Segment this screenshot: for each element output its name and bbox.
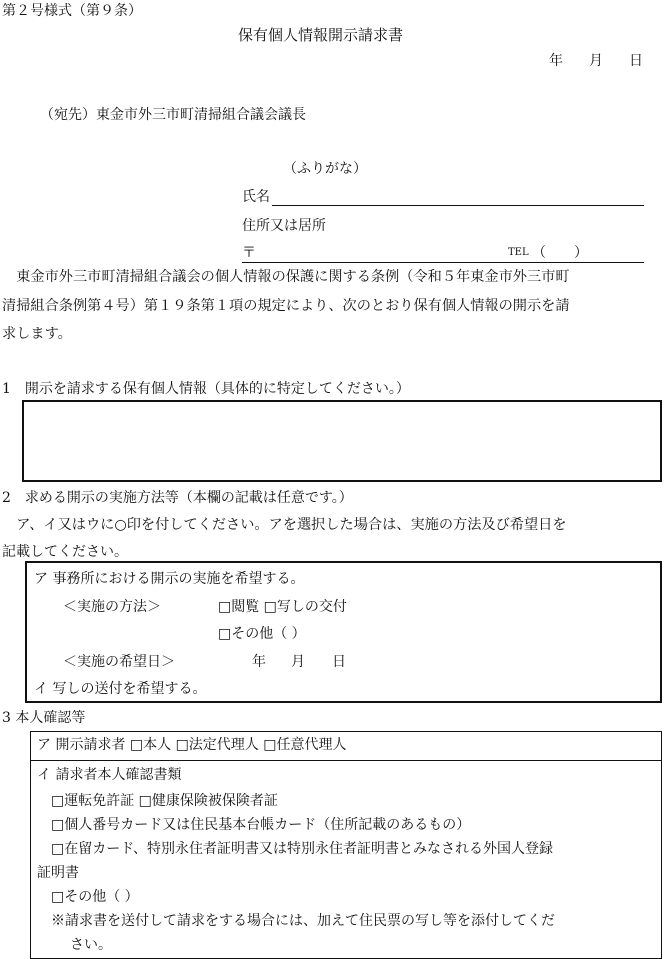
name-underline (272, 205, 644, 206)
mail-request-note-cont: さい。 (70, 937, 112, 953)
identity-docs-heading: イ 請求者本人確認書類 (37, 767, 182, 783)
section2-heading: 2 求める開示の実施方法等（本欄の記載は任意です。） (2, 490, 353, 506)
tel-label: TEL (508, 247, 529, 258)
form-number: 第２号様式（第９条） (2, 3, 142, 19)
identity-row-divider (30, 760, 662, 761)
address-label: 住所又は居所 (242, 218, 326, 234)
requester-type-row[interactable]: ア 開示請求者 □本人 □法定代理人 □任意代理人 (37, 737, 347, 753)
date-day-label: 日 (629, 53, 643, 69)
requested-info-value (24, 402, 660, 414)
section2-instruction-1: ア、イ又はウに○印を付してください。アを選択した場合は、実施の方法及び希望日を (2, 517, 567, 533)
page-title: 保有個人情報開示請求書 (238, 26, 404, 44)
intro-line-3: 求します。 (2, 326, 72, 342)
doc-residence-card-cont: 証明書 (37, 865, 79, 881)
mail-request-note: ※請求書を送付して請求をする場合には、加えて住民票の写し等を添付してくだ (51, 913, 555, 929)
intro-line-1: 東金市外三市町清掃組合議会の個人情報の保護に関する条例（令和５年東金市外三市町 (2, 269, 570, 285)
addressee: （宛先）東金市外三市町清掃組合議会議長 (40, 107, 306, 123)
method-option-other[interactable]: □その他（ ） (218, 626, 306, 642)
postal-mark: 〒 (242, 245, 256, 261)
desired-date-year: 年 (252, 654, 266, 670)
desired-date-label: ＜実施の希望日＞ (63, 654, 175, 670)
tel-parens: （ ） (532, 245, 588, 261)
furigana-label: （ふりがな） (283, 161, 367, 177)
name-label: 氏名 (242, 189, 270, 205)
doc-mynumber-card[interactable]: □個人番号カード又は住民基本台帳カード（住所記載のあるもの） (51, 817, 471, 833)
requested-info-box[interactable] (22, 400, 662, 482)
doc-residence-card[interactable]: □在留カード、特別永住者証明書又は特別永住者証明書とみなされる外国人登録 (51, 841, 553, 857)
doc-other[interactable]: □その他（ ） (51, 889, 139, 905)
doc-license-insurance[interactable]: □運転免許証 □健康保険被保険者証 (51, 793, 278, 809)
section1-heading: 1 開示を請求する保有個人情報（具体的に特定してください。） (2, 381, 410, 397)
date-year-label: 年 (549, 53, 563, 69)
method-options-view-copy[interactable]: □閲覧 □写しの交付 (218, 599, 347, 615)
option-a-office-disclosure[interactable]: ア 事務所における開示の実施を希望する。 (34, 571, 305, 587)
section2-instruction-2: 記載してください。 (2, 544, 128, 560)
date-month-label: 月 (589, 53, 603, 69)
intro-line-2: 清掃組合条例第４号）第１９条第１項の規定により、次のとおり保有個人情報の開示を請 (2, 298, 570, 314)
address-underline (242, 262, 644, 263)
desired-date-day: 日 (332, 654, 346, 670)
method-label: ＜実施の方法＞ (63, 599, 161, 615)
option-b-copy-mailing[interactable]: イ 写しの送付を希望する。 (34, 681, 207, 697)
desired-date-month: 月 (291, 654, 305, 670)
section3-heading: 3 本人確認等 (2, 710, 86, 726)
